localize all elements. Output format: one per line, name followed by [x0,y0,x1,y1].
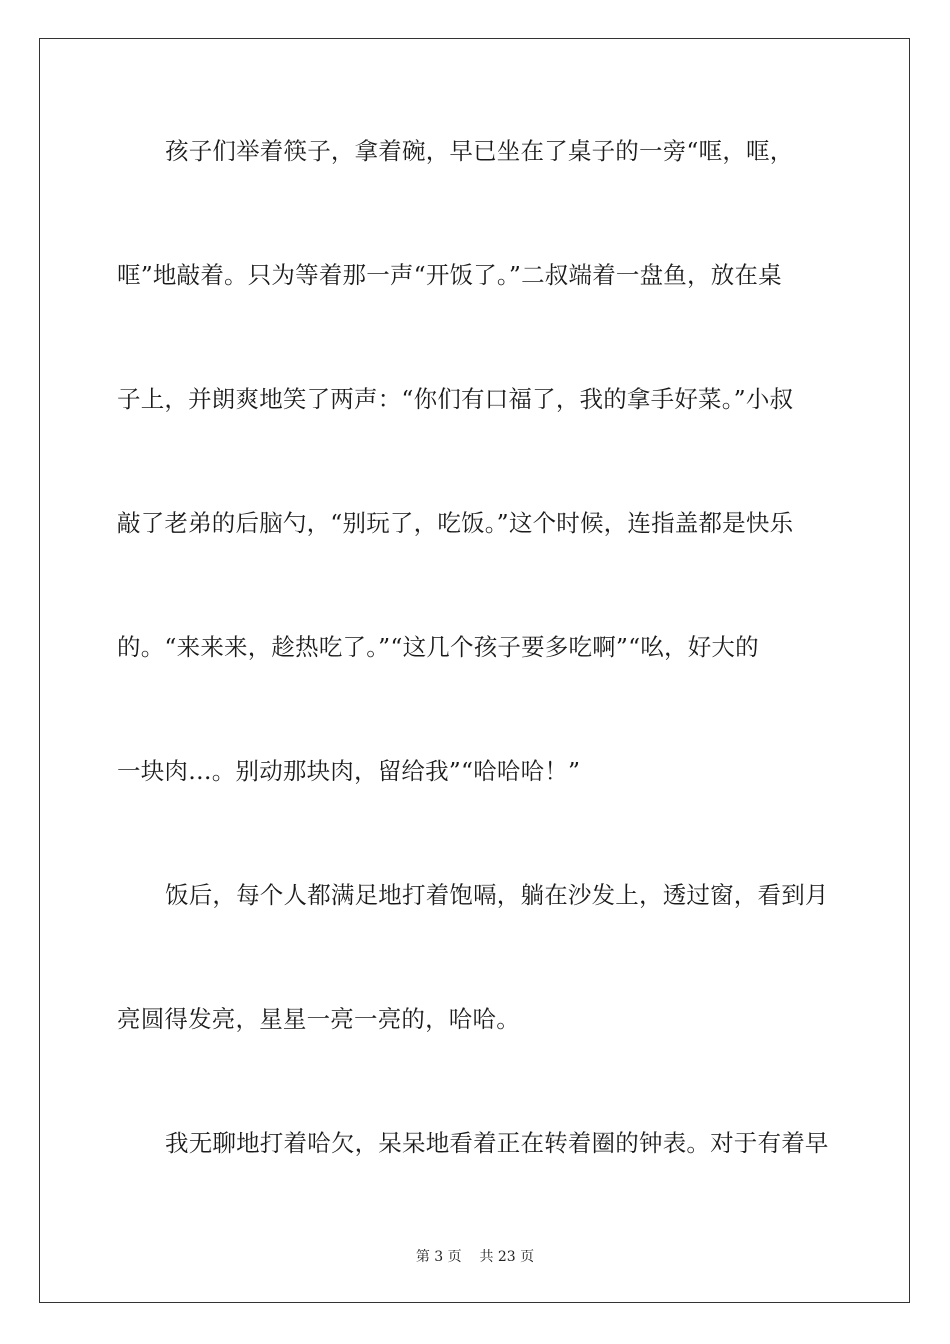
page-number: 第 3 页 [415,1249,462,1265]
paragraph-line: 亮圆得发亮，星星一亮一亮的，哈哈。 [117,1005,520,1033]
paragraph-line: 一块肉…。别动那块肉，留给我”“哈哈哈！” [117,757,581,785]
paragraph-line: 敲了老弟的后脑勺，“别玩了，吃饭。”这个时候，连指盖都是快乐 [117,509,794,537]
page-total: 共 23 页 [479,1249,535,1265]
paragraph-line: 孩子们举着筷子，拿着碗，早已坐在了桌子的一旁“哐，哐， [165,137,794,165]
page-border [39,38,910,1303]
paragraph-line: 我无聊地打着哈欠，呆呆地看着正在转着圈的钟表。对于有着早 [165,1129,829,1157]
paragraph-line: 哐”地敲着。只为等着那一声“开饭了。”二叔端着一盘鱼，放在桌 [117,261,782,289]
paragraph-line: 的。“来来来，趁热吃了。”“这几个孩子要多吃啊”“吆，好大的 [117,633,759,661]
paragraph-line: 子上，并朗爽地笑了两声：“你们有口福了，我的拿手好菜。”小叔 [117,385,794,413]
paragraph-line: 饭后，每个人都满足地打着饱嗝，躺在沙发上，透过窗，看到月 [165,881,829,909]
page-footer [0,1248,950,1266]
